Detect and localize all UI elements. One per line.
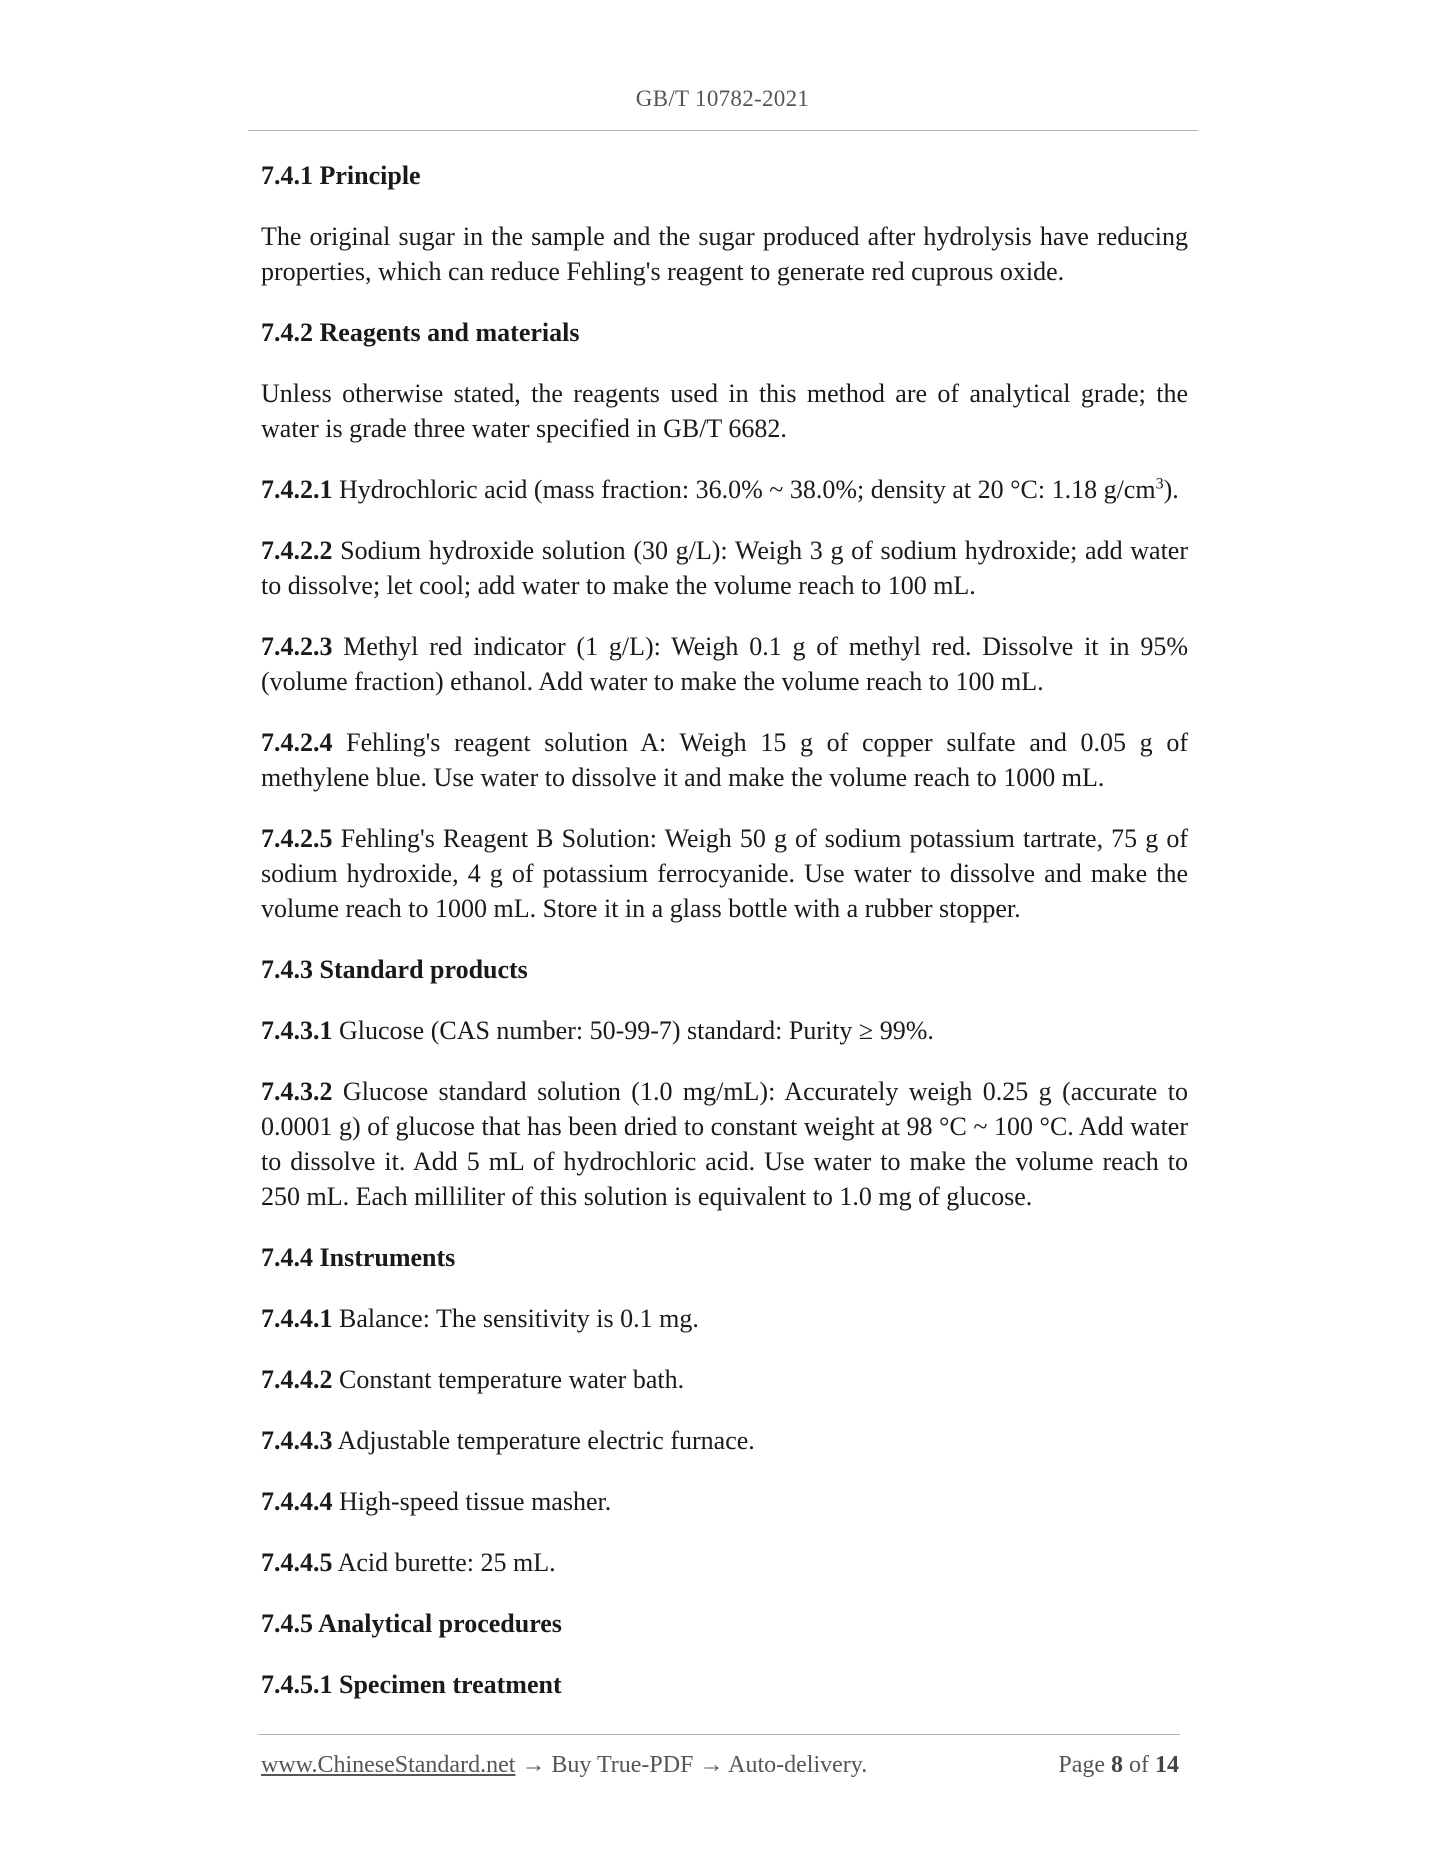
clause-7-4-2-4 (261, 725, 1188, 795)
section-heading-7-4-4: 7.4.4 Instruments (261, 1243, 456, 1272)
clause-text: Fehling's reagent solution A: Weigh 15 g of copper sulfate and 0.05 g of methylene blue. Use water to dissolve it and make the volume reach to 1000 mL. (261, 728, 1188, 792)
paragraph-principle: The original sugar in the sample and the sugar produced after hydrolysis have reducing properties, which can reduce Fehling's reagent to generate red cuprous oxide. (261, 222, 1188, 286)
clause-text: Balance: The sensitivity is 0.1 mg. (332, 1304, 699, 1333)
clause-text: Methyl red indicator (1 g/L): Weigh 0.1 g of methyl red. Dissolve it in 95% (volume fraction) ethanol. Add water to make the volume reach to 100 mL. (261, 632, 1188, 696)
footer-promo (261, 1752, 867, 1779)
delivery-text: Auto-delivery. (728, 1752, 868, 1778)
clause-7-4-2-1 (261, 472, 1188, 507)
clause-number: 7.4.3.2 (261, 1077, 333, 1106)
clause-7-4-2-3 (261, 629, 1188, 699)
clause-7-4-4-1 (261, 1301, 1188, 1336)
page-label: Page (1058, 1752, 1111, 1778)
clause-7-4-4-5 (261, 1545, 1188, 1580)
section-heading-7-4-3: 7.4.3 Standard products (261, 955, 528, 984)
clause-7-4-4-2 (261, 1362, 1188, 1397)
paragraph-reagents: Unless otherwise stated, the reagents used in this method are of analytical grade; the water is grade three water specified in GB/T 6682. (261, 379, 1188, 443)
clause-7-4-2-5 (261, 821, 1188, 926)
clause-text: Acid burette: 25 mL. (332, 1548, 556, 1577)
footer-divider (258, 1734, 1180, 1735)
clause-number: 7.4.2.1 (261, 475, 333, 504)
buy-text: Buy True-PDF (551, 1752, 694, 1778)
clause-number: 7.4.4.5 (261, 1548, 333, 1577)
clause-number: 7.4.4.3 (261, 1426, 333, 1455)
site-link[interactable]: www.ChineseStandard.net (261, 1752, 516, 1778)
clause-text: Glucose (CAS number: 50-99-7) standard: Purity ≥ 99%. (332, 1016, 934, 1045)
clause-text: Glucose standard solution (1.0 mg/mL): Accurately weigh 0.25 g (accurate to 0.0001 g) of glucose that has been dried to constant weight at 98 °C ~ 100 °C. Add water to dissolve it. Add 5 mL of hydrochloric acid. Use water to make the volume reach to 250 mL. Each milliliter of this solution is equivalent to 1.0 mg of glucose. (261, 1077, 1188, 1211)
clause-number: 7.4.2.4 (261, 728, 333, 757)
header-divider (248, 130, 1198, 131)
clause-text: Adjustable temperature electric furnace. (332, 1426, 755, 1455)
clause-7-4-3-1 (261, 1013, 1188, 1048)
superscript: 3 (1155, 475, 1164, 493)
clause-text: Hydrochloric acid (mass fraction: 36.0% ~ 38.0%; density at 20 °C: 1.18 g/cm (332, 475, 1156, 504)
clause-number: 7.4.4.1 (261, 1304, 333, 1333)
header-title: GB/T 10782-2021 (635, 86, 810, 111)
clause-text: Constant temperature water bath. (332, 1365, 685, 1394)
clause-7-4-2-2 (261, 533, 1188, 603)
clause-7-4-4-3 (261, 1423, 1188, 1458)
clause-text: High-speed tissue masher. (332, 1487, 612, 1516)
section-heading-7-4-5-1: 7.4.5.1 Specimen treatment (261, 1670, 562, 1699)
section-heading-7-4-2: 7.4.2 Reagents and materials (261, 318, 580, 347)
page-number: 8 (1111, 1752, 1123, 1778)
page-total: 14 (1155, 1752, 1179, 1778)
section-heading-7-4-5: 7.4.5 Analytical procedures (261, 1609, 562, 1638)
page-indicator (1058, 1752, 1179, 1779)
arrow-icon: → (693, 1752, 729, 1778)
arrow-icon: → (515, 1752, 552, 1778)
clause-number: 7.4.4.4 (261, 1487, 333, 1516)
clause-number: 7.4.3.1 (261, 1016, 333, 1045)
clause-number: 7.4.2.5 (261, 824, 333, 853)
clause-text: Fehling's Reagent B Solution: Weigh 50 g of sodium potassium tartrate, 75 g of sodium hydroxide, 4 g of potassium ferrocyanide. Use water to dissolve and make the volume reach to 1000 mL. Store it in a glass bottle with a rubber stopper. (261, 824, 1188, 923)
clause-7-4-4-4 (261, 1484, 1188, 1519)
clause-text: Sodium hydroxide solution (30 g/L): Weigh 3 g of sodium hydroxide; add water to dissolve; let cool; add water to make the volume reach to 100 mL. (261, 536, 1188, 600)
clause-number: 7.4.4.2 (261, 1365, 333, 1394)
clause-number: 7.4.2.3 (261, 632, 333, 661)
clause-7-4-3-2 (261, 1074, 1188, 1214)
of-label: of (1123, 1752, 1155, 1778)
document-body (261, 158, 1188, 1702)
clause-number: 7.4.2.2 (261, 536, 333, 565)
clause-text-tail: ). (1163, 475, 1179, 504)
section-heading-7-4-1: 7.4.1 Principle (261, 161, 421, 190)
